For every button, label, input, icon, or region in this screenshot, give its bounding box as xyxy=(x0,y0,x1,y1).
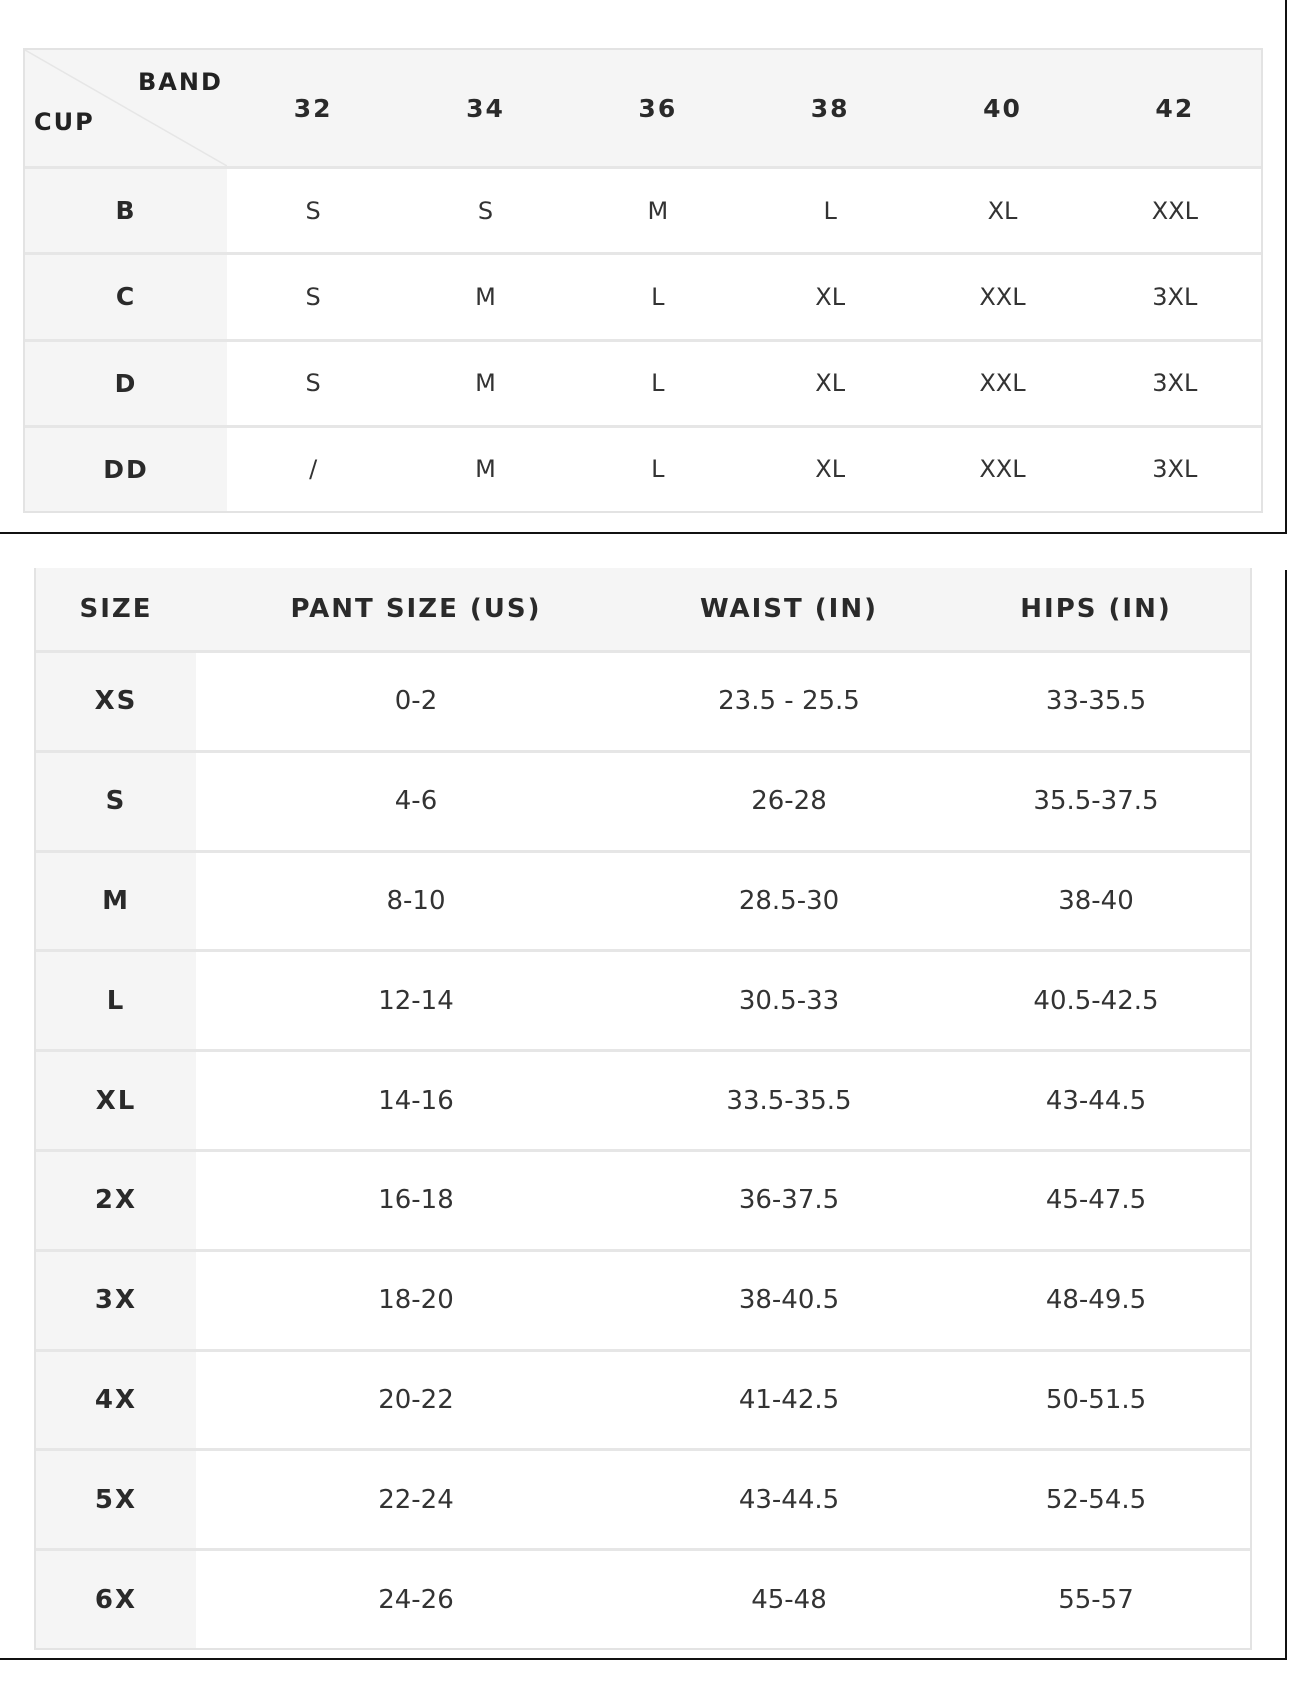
measurement-cell: 43-44.5 xyxy=(942,1049,1250,1149)
measurement-cell: 0-2 xyxy=(196,650,636,750)
measurement-cell: 45-48 xyxy=(636,1548,942,1648)
size-label: XL xyxy=(36,1049,196,1149)
bra-size-cell: XL xyxy=(744,425,916,511)
band-header: 36 xyxy=(572,50,744,166)
bra-size-cell: XL xyxy=(744,339,916,425)
bra-size-cell: L xyxy=(744,166,916,252)
band-header: 32 xyxy=(227,50,399,166)
measurement-cell: 14-16 xyxy=(196,1049,636,1149)
column-header: HIPS (IN) xyxy=(942,568,1250,650)
measurement-cell: 55-57 xyxy=(942,1548,1250,1648)
size-label: M xyxy=(36,850,196,950)
bra-size-cell: XL xyxy=(744,252,916,338)
size-label: 3X xyxy=(36,1249,196,1349)
bra-size-cell: XXL xyxy=(916,339,1088,425)
bra-size-table xyxy=(23,48,1263,513)
measurement-cell: 38-40.5 xyxy=(636,1249,942,1349)
bra-size-cell: XXL xyxy=(1089,166,1261,252)
measurement-cell: 24-26 xyxy=(196,1548,636,1648)
measurement-cell: 50-51.5 xyxy=(942,1349,1250,1449)
measurement-cell: 43-44.5 xyxy=(636,1448,942,1548)
measurement-cell: 22-24 xyxy=(196,1448,636,1548)
measurement-cell: 28.5-30 xyxy=(636,850,942,950)
band-cup-corner-header xyxy=(25,50,227,166)
bra-size-cell: S xyxy=(399,166,571,252)
size-label: XS xyxy=(36,650,196,750)
measurement-cell: 20-22 xyxy=(196,1349,636,1449)
band-header: 40 xyxy=(916,50,1088,166)
bra-size-cell: M xyxy=(399,425,571,511)
band-header: 42 xyxy=(1089,50,1261,166)
measurement-cell: 16-18 xyxy=(196,1149,636,1249)
measurement-cell: 41-42.5 xyxy=(636,1349,942,1449)
pant-size-table xyxy=(34,568,1252,1650)
measurement-cell: 38-40 xyxy=(942,850,1250,950)
bra-size-cell: L xyxy=(572,425,744,511)
measurement-cell: 40.5-42.5 xyxy=(942,949,1250,1049)
measurement-cell: 12-14 xyxy=(196,949,636,1049)
size-label: 6X xyxy=(36,1548,196,1648)
size-label: S xyxy=(36,750,196,850)
cup-label: CUP xyxy=(34,108,95,136)
measurement-cell: 45-47.5 xyxy=(942,1149,1250,1249)
band-header: 34 xyxy=(399,50,571,166)
column-header: SIZE xyxy=(36,568,196,650)
bra-size-cell: / xyxy=(227,425,399,511)
measurement-cell: 18-20 xyxy=(196,1249,636,1349)
size-label: 5X xyxy=(36,1448,196,1548)
band-header: 38 xyxy=(744,50,916,166)
bra-size-cell: M xyxy=(399,339,571,425)
band-label: BAND xyxy=(138,68,223,96)
bra-size-cell: M xyxy=(572,166,744,252)
cup-header: C xyxy=(25,252,227,338)
measurement-cell: 52-54.5 xyxy=(942,1448,1250,1548)
bra-size-cell: 3XL xyxy=(1089,252,1261,338)
measurement-cell: 33-35.5 xyxy=(942,650,1250,750)
measurement-cell: 35.5-37.5 xyxy=(942,750,1250,850)
measurement-cell: 48-49.5 xyxy=(942,1249,1250,1349)
bra-size-cell: S xyxy=(227,339,399,425)
bra-size-cell: XXL xyxy=(916,425,1088,511)
size-label: L xyxy=(36,949,196,1049)
column-header: WAIST (IN) xyxy=(636,568,942,650)
measurement-cell: 33.5-35.5 xyxy=(636,1049,942,1149)
bra-size-cell: S xyxy=(227,166,399,252)
measurement-cell: 23.5 - 25.5 xyxy=(636,650,942,750)
measurement-cell: 4-6 xyxy=(196,750,636,850)
cup-header: B xyxy=(25,166,227,252)
bra-size-cell: 3XL xyxy=(1089,425,1261,511)
size-label: 2X xyxy=(36,1149,196,1249)
size-label: 4X xyxy=(36,1349,196,1449)
bra-size-cell: S xyxy=(227,252,399,338)
bra-size-cell: L xyxy=(572,339,744,425)
bra-size-cell: L xyxy=(572,252,744,338)
cup-header: DD xyxy=(25,425,227,511)
measurement-cell: 36-37.5 xyxy=(636,1149,942,1249)
measurement-cell: 30.5-33 xyxy=(636,949,942,1049)
bra-size-cell: M xyxy=(399,252,571,338)
bra-size-cell: 3XL xyxy=(1089,339,1261,425)
bra-size-cell: XXL xyxy=(916,252,1088,338)
measurement-cell: 26-28 xyxy=(636,750,942,850)
measurement-cell: 8-10 xyxy=(196,850,636,950)
cup-header: D xyxy=(25,339,227,425)
column-header: PANT SIZE (US) xyxy=(196,568,636,650)
bra-size-cell: XL xyxy=(916,166,1088,252)
